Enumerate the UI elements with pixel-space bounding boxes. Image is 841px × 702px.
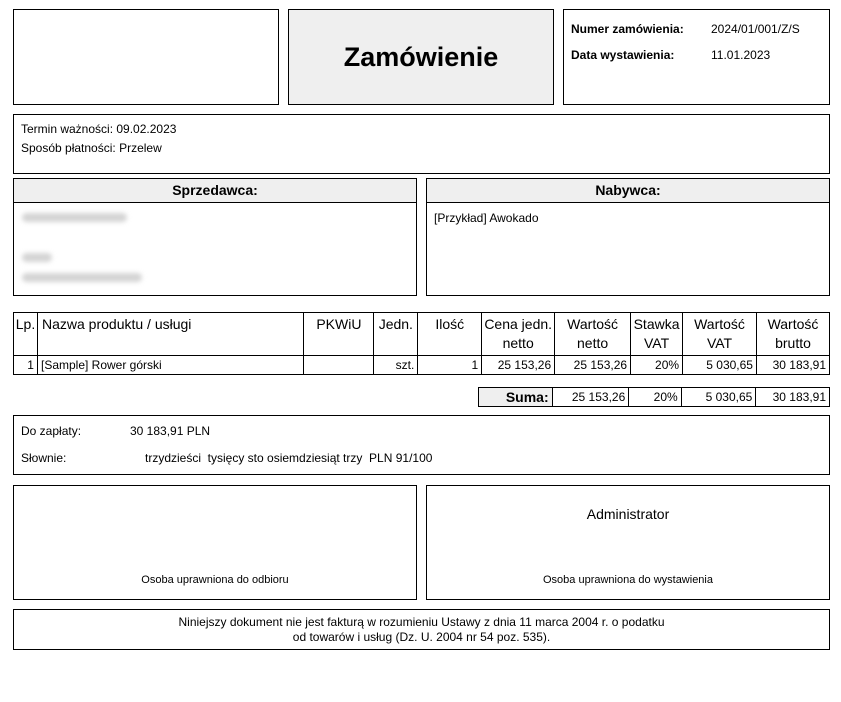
issue-date-value: 11.01.2023	[711, 48, 771, 62]
summary-row	[479, 388, 830, 407]
summary-table	[478, 387, 830, 407]
col-vat-rate: Stawka VAT	[631, 313, 683, 356]
receiver-signature-box	[13, 485, 417, 600]
summary-rate: 20%	[629, 388, 681, 407]
seller-heading: Sprzedawca:	[14, 179, 416, 203]
col-pkwiu: PKWiU	[304, 313, 374, 356]
buyer-name: [Przykład] Awokado	[434, 211, 539, 225]
disclaimer-line-2: od towarów i usług (Dz. U. 2004 nr 54 poz. 535).	[292, 630, 551, 644]
col-net-value: Wartość netto	[555, 313, 631, 356]
disclaimer-box	[13, 609, 830, 650]
cell-lp: 1	[14, 356, 38, 375]
summary-vat: 5 030,65	[681, 388, 756, 407]
disclaimer-line-1: Niniejszy dokument nie jest fakturą w rozumieniu Ustawy z dnia 11 marca 2004 r. o podatku	[178, 615, 665, 629]
cell-qty: 1	[418, 356, 482, 375]
payment-method: Sposób płatności: Przelew	[21, 141, 162, 155]
cell-pkwiu	[304, 356, 374, 375]
seller-redacted-address	[22, 253, 52, 262]
order-number-label: Numer zamówienia:	[571, 22, 684, 36]
col-name: Nazwa produktu / usługi	[37, 313, 303, 356]
amount-due-value: 30 183,91 PLN	[130, 424, 211, 438]
table-header-row	[14, 313, 830, 356]
buyer-box	[426, 178, 830, 296]
amount-due-label: Do zapłaty:	[21, 424, 82, 438]
issuer-label: Osoba uprawniona do wystawienia	[543, 574, 713, 586]
validity-date: Termin ważności: 09.02.2023	[21, 122, 177, 136]
issuer-signature-box	[426, 485, 830, 600]
col-unit: Jedn.	[374, 313, 418, 356]
table-row	[14, 356, 830, 375]
col-unit-price: Cena jedn. netto	[482, 313, 555, 356]
order-number-value: 2024/01/001/Z/S	[711, 22, 800, 36]
seller-redacted-name	[22, 213, 127, 222]
buyer-heading: Nabywca:	[427, 179, 829, 203]
cell-gross-value: 30 183,91	[756, 356, 829, 375]
seller-redacted-taxid	[22, 273, 142, 282]
cell-unit: szt.	[374, 356, 418, 375]
cell-vat-rate: 20%	[631, 356, 683, 375]
amount-words-value: trzydzieści tysięcy sto osiemdziesiąt trzy PLN 91/100	[145, 451, 433, 465]
order-meta	[563, 9, 830, 105]
cell-name: [Sample] Rower górski	[37, 356, 303, 375]
payment-box	[13, 415, 830, 475]
items-table	[13, 312, 830, 375]
summary-gross: 30 183,91	[756, 388, 830, 407]
cell-vat-value: 5 030,65	[683, 356, 757, 375]
document-title: Zamówienie	[288, 9, 554, 105]
col-vat-value: Wartość VAT	[683, 313, 757, 356]
seller-box	[13, 178, 417, 296]
col-gross-value: Wartość brutto	[756, 313, 829, 356]
receiver-label: Osoba uprawniona do odbioru	[141, 574, 289, 586]
issuer-name: Administrator	[586, 506, 670, 522]
col-qty: Ilość	[418, 313, 482, 356]
logo-area	[13, 9, 279, 105]
terms-box	[13, 114, 830, 174]
cell-net-value: 25 153,26	[555, 356, 631, 375]
cell-unit-price: 25 153,26	[482, 356, 555, 375]
summary-label: Suma:	[479, 388, 553, 407]
amount-words-label: Słownie:	[21, 451, 67, 465]
col-lp: Lp.	[14, 313, 38, 356]
issue-date-label: Data wystawienia:	[571, 48, 675, 62]
summary-net: 25 153,26	[552, 388, 629, 407]
